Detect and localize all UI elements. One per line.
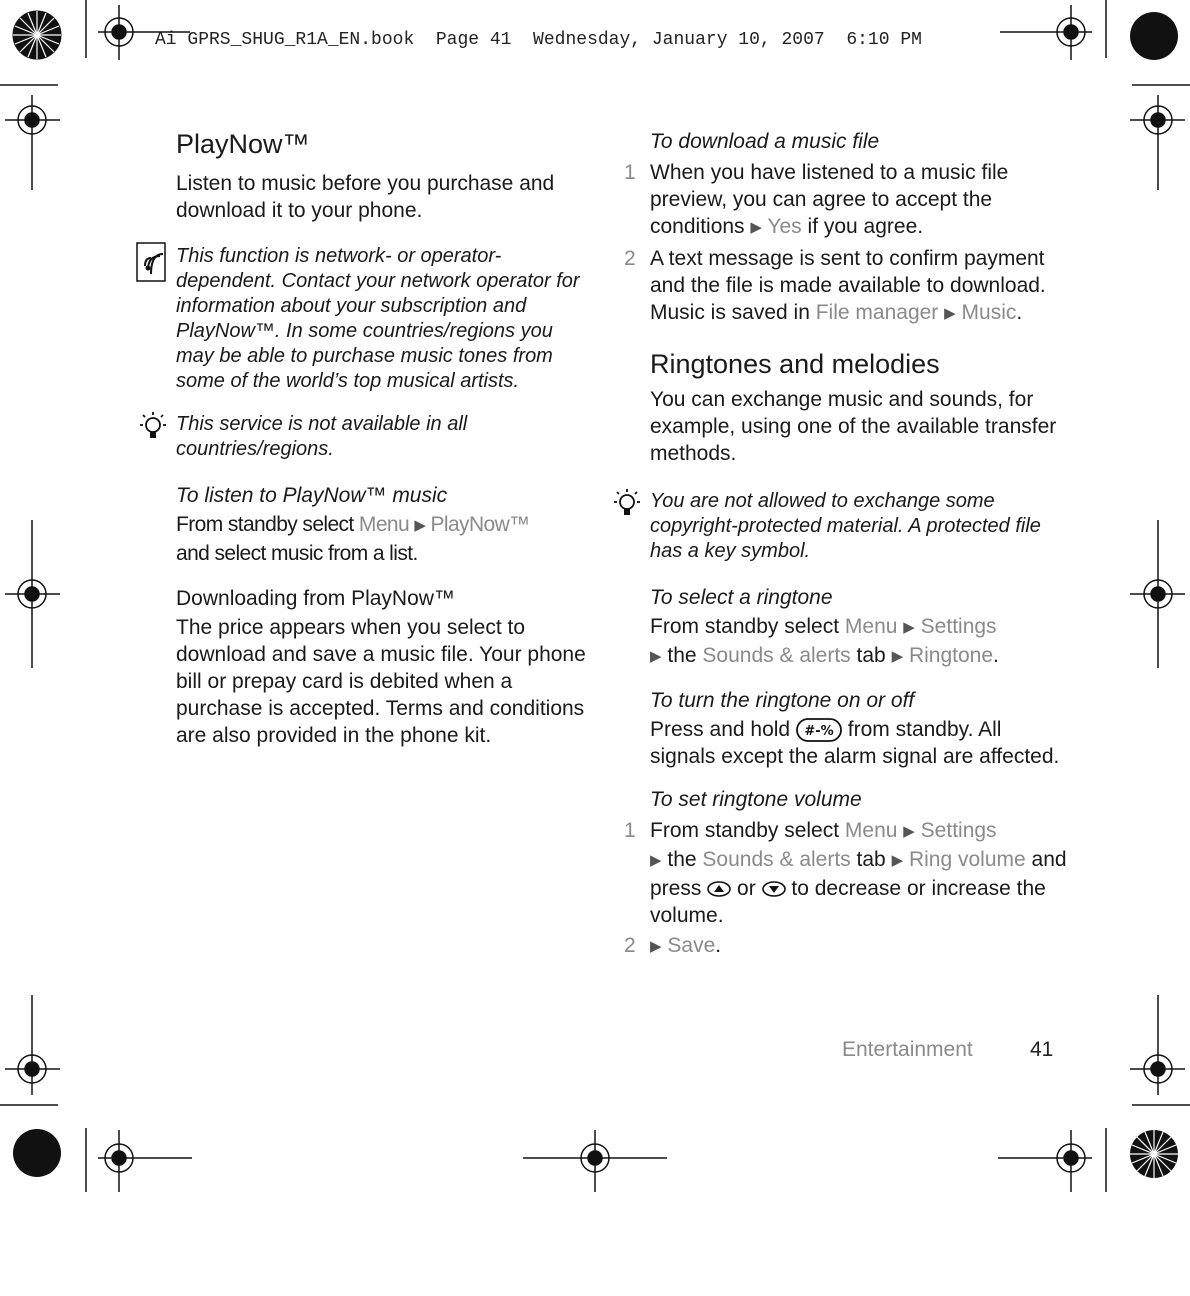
registration-mark-icon: [1120, 520, 1190, 670]
step-text-end: to decrease or increase the volume.: [650, 877, 1046, 927]
volume-step-2: [624, 932, 1070, 961]
network-note-icon: [136, 242, 168, 282]
listen-section: [176, 482, 586, 567]
service-tip: [176, 412, 586, 462]
select-ringtone-section: [650, 584, 1070, 671]
ringtone-onoff-section: [650, 687, 1070, 770]
ring-volume-label: Ring volume: [908, 848, 1026, 871]
select-text-end: .: [993, 644, 999, 667]
step-text: [650, 159, 1070, 242]
menu-label: Menu: [844, 819, 898, 842]
left-column: [176, 128, 586, 749]
navigation-up-icon: [707, 881, 731, 897]
listen-text: From standby select: [176, 513, 359, 536]
registration-mark-icon: [1120, 80, 1190, 195]
section-title-ringtones: Ringtones and melodies: [650, 349, 940, 379]
lightbulb-tip-icon: [610, 487, 644, 521]
arrow-icon: ▶: [903, 619, 915, 636]
service-tip-text: This service is not available in all countries/regions.: [176, 413, 468, 460]
settings-label: Settings: [920, 819, 997, 842]
lightbulb-tip-icon: [136, 410, 170, 444]
menu-label: Menu: [844, 615, 898, 638]
listen-heading: To listen to PlayNow™ music: [176, 484, 448, 507]
volume-heading: To set ringtone volume: [650, 788, 862, 811]
navigation-down-icon: [762, 881, 786, 897]
step-text: [650, 932, 1070, 961]
arrow-icon: ▶: [650, 648, 662, 665]
registration-mark-icon: [0, 520, 70, 670]
step-text-part: When you have listened to a music file preview, you can agree to accept the conditions: [650, 161, 1009, 238]
menu-label: Menu: [358, 513, 410, 536]
select-text: From standby select: [650, 615, 845, 638]
downloading-heading: Downloading from PlayNow™: [176, 587, 455, 610]
step-text-part: the: [661, 848, 703, 871]
step-text: [650, 245, 1070, 328]
arrow-icon: ▶: [891, 648, 904, 665]
network-note: [176, 244, 586, 394]
registration-mark-icon: [0, 995, 70, 1110]
registration-mark-icon: [0, 0, 190, 80]
save-label: Save: [667, 934, 716, 957]
step-text-part: tab: [850, 848, 892, 871]
step-text-part: and press: [650, 848, 1067, 900]
download-step-2: [624, 245, 1070, 328]
registration-mark-icon: [0, 1120, 200, 1200]
step-number: 1: [624, 819, 636, 842]
registration-mark-icon: [0, 80, 70, 195]
step-text-end: .: [715, 934, 722, 957]
select-instructions: [650, 613, 1070, 671]
select-heading: To select a ringtone: [650, 586, 833, 609]
step-text: [650, 817, 1070, 929]
select-text: tab: [850, 644, 892, 667]
playnow-intro: Listen to music before you purchase and download it to your phone.: [176, 172, 555, 222]
arrow-icon: ▶: [414, 517, 426, 534]
print-header: Ai GPRS_SHUG_R1A_EN.book Page 41 Wednesday, January 10, 2007 6:10 PM: [155, 30, 922, 50]
registration-mark-icon: [1000, 0, 1190, 80]
yes-label: Yes: [767, 215, 802, 238]
downloading-section: [176, 585, 586, 749]
registration-mark-icon: [520, 1120, 670, 1200]
step-text-part: A text message is sent to confirm payment and the file is made available to download. Music is saved in: [650, 247, 1046, 324]
download-heading: To download a music file: [650, 130, 880, 153]
arrow-icon: ▶: [944, 305, 956, 322]
arrow-icon: ▶: [750, 219, 762, 236]
sounds-alerts-label: Sounds & alerts: [702, 644, 851, 667]
section-title-playnow: PlayNow™: [176, 129, 310, 159]
onoff-text: from standby. All signals except the alarm signal are affected.: [650, 718, 1060, 768]
select-text: the: [661, 644, 703, 667]
onoff-heading: To turn the ringtone on or off: [650, 689, 915, 712]
volume-step-1: [624, 817, 1070, 929]
file-manager-label: File manager: [815, 301, 939, 324]
step-text-part: From standby select: [650, 819, 845, 842]
onoff-text: Press and hold: [650, 718, 796, 741]
onoff-instructions: [650, 716, 1070, 770]
ringtones-intro: You can exchange music and sounds, for example, using one of the available transfer methods.: [650, 388, 1057, 465]
footer-section-name: Entertainment: [842, 1038, 973, 1061]
listen-text-end: and select music from a list.: [176, 542, 418, 565]
arrow-icon: ▶: [650, 852, 662, 869]
download-step-1: [624, 159, 1070, 242]
downloading-text: The price appears when you select to download and save a music file. Your phone bill or prepay card is debited when a purchase is accepted. Terms and conditions are also provided in the phone kit.: [176, 616, 586, 747]
copyright-tip: [650, 489, 1070, 564]
svg-text:#-%: #-%: [804, 724, 834, 740]
sounds-alerts-label: Sounds & alerts: [702, 848, 851, 871]
listen-instructions: [176, 511, 586, 567]
music-label: Music: [961, 301, 1017, 324]
step-number: 2: [624, 247, 636, 270]
page-number: 41: [1030, 1038, 1054, 1061]
right-column: [624, 128, 1070, 961]
arrow-icon: ▶: [903, 823, 915, 840]
step-text-end: .: [1016, 301, 1023, 324]
registration-mark-icon: [995, 1120, 1190, 1200]
arrow-icon: ▶: [891, 852, 904, 869]
step-number: 2: [624, 934, 636, 957]
hash-key-icon: [796, 718, 842, 742]
step-text-part: or: [731, 877, 762, 900]
ringtone-label: Ringtone: [908, 644, 994, 667]
step-number: 1: [624, 161, 636, 184]
playnow-label: PlayNow™: [430, 513, 530, 536]
registration-mark-icon: [1120, 995, 1190, 1110]
arrow-icon: ▶: [650, 938, 662, 955]
copyright-tip-text: You are not allowed to exchange some copyright-protected material. A protected file has a key symbol.: [650, 490, 1041, 562]
step-text-end: if you agree.: [801, 215, 924, 238]
ringtone-volume-section: [624, 786, 1070, 961]
settings-label: Settings: [920, 615, 997, 638]
network-note-text: This function is network- or operator-dependent. Contact your network operator for information about your subscription and PlayNow™. In some countries/regions you may be able to purchase music tones from some of the world’s top musical artists.: [176, 245, 580, 392]
